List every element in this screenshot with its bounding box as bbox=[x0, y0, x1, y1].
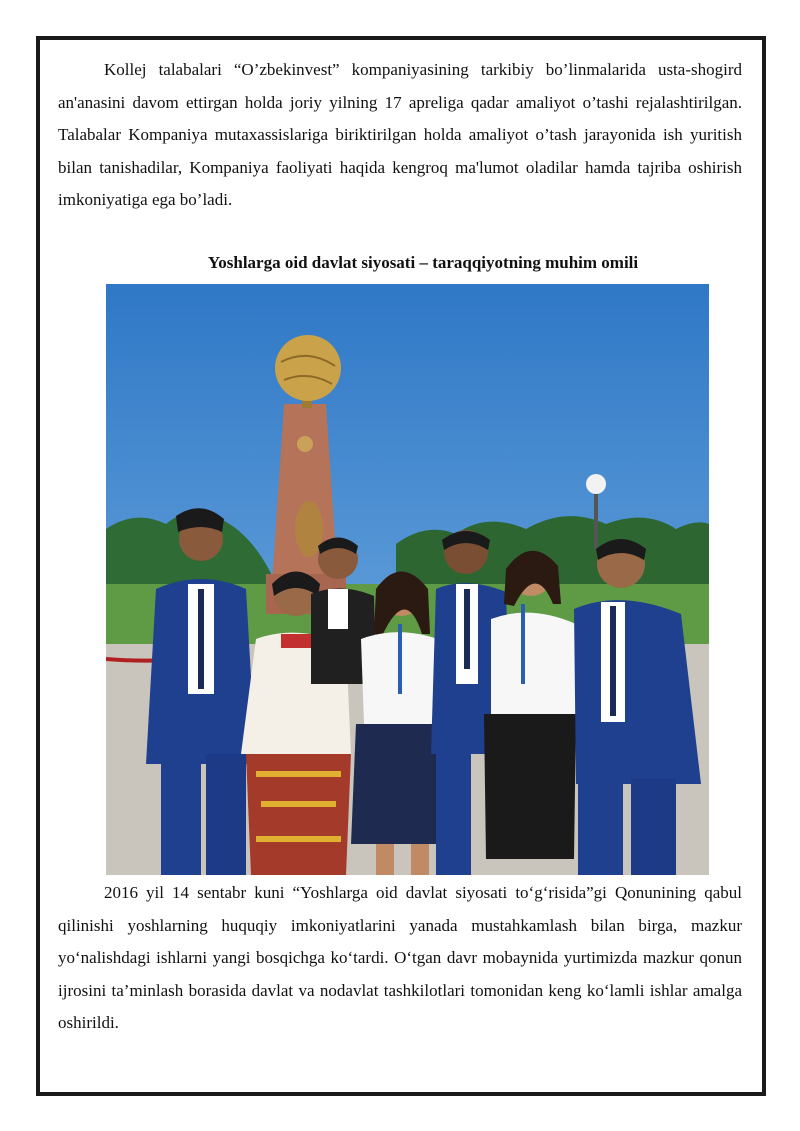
monument-globe bbox=[275, 335, 341, 401]
paragraph-intro: Kollej talabalari “O’zbekinvest” kompaniyasining tarkibiy bo’linmalarida usta-shogird an'anasini davom ettirgan holda joriy yilning 17 apreliga qadar amaliyot o’tashi rejalashtirilgan. Talabalar Kompaniya mutaxassislariga biriktirilgan holda amaliyot o’tash jarayonida ish yuritish bilan tanishadilar, Kompaniya faoliyati haqida kengroq ma'lumot oladilar hamda tajriba oshirish imkoniyatiga ega bo’ladi. bbox=[58, 60, 742, 210]
group-photo bbox=[106, 284, 709, 875]
paragraph-law: 2016 yil 14 sentabr kuni “Yoshlarga oid davlat siyosati to‘g‘risida”gi Qonunining qabul qilinishi yoshlarning huquqiy imkoniyatlarini yanada mustahkamlash bilan birga, mazkur yo‘nalishdagi ishlarni yangi bosqichga ko‘tardi. O‘tgan davr mobaynida yurtimizda mazkur qonun ijrosini ta’minlash borasida davlat va nodavlat tashkilotlari tomonidan keng ko‘lamli ishlar amalga oshirildi. bbox=[58, 883, 742, 1033]
monument-emblem bbox=[297, 436, 313, 452]
section-heading: Yoshlarga oid davlat siyosati – taraqqiyotning muhim omili bbox=[207, 253, 639, 272]
group-photo-illustration bbox=[106, 284, 709, 875]
lamp-post bbox=[594, 489, 598, 549]
lamp-globe bbox=[586, 474, 606, 494]
